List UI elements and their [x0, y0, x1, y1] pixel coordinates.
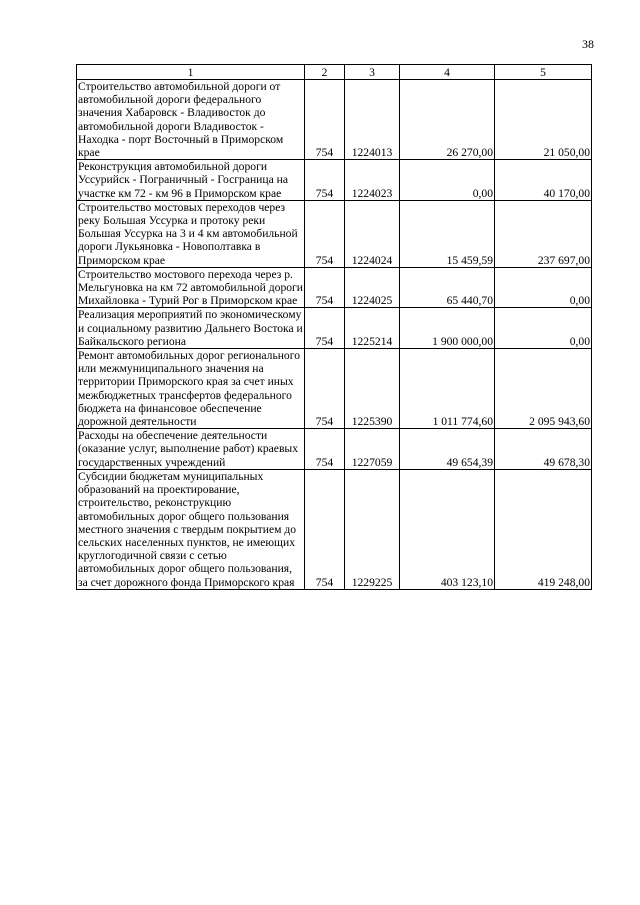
table-row — [77, 160, 592, 201]
row-code: 754 — [305, 160, 345, 201]
row-article: 1225390 — [345, 349, 400, 429]
row-article: 1224023 — [345, 160, 400, 201]
row-code: 754 — [305, 267, 345, 308]
row-amount-1: 1 011 774,60 — [400, 349, 495, 429]
row-amount-2: 40 170,00 — [495, 160, 592, 201]
row-amount-1: 403 123,10 — [400, 469, 495, 589]
header-col-5: 5 — [495, 65, 592, 80]
row-amount-2: 21 050,00 — [495, 80, 592, 160]
row-description: Реализация мероприятий по экономическому и социальному развитию Дальнего Востока и Байкальского региона — [78, 308, 303, 348]
header-col-1: 1 — [77, 65, 305, 80]
row-article: 1224025 — [345, 267, 400, 308]
row-description: Реконструкция автомобильной дороги Уссурийск - Пограничный - Госграница на участке км 72 - км 96 в Приморском крае — [77, 160, 305, 201]
row-description: Субсидии бюджетам муниципальных образований на проектирование, строительство, реконструкцию автомобильных дорог общего пользования местного значения с твердым покрытием до сельских населенных пунктов, не имеющих круглогодичной связи с сетью автомобильных дорог общего пользования, за счет дорожного фонда Приморского края — [77, 469, 305, 589]
row-description: Расходы на обеспечение деятельности (оказание услуг, выполнение работ) краевых государственных учреждений — [77, 429, 305, 470]
row-description: Ремонт автомобильных дорог регионального или межмуниципального значения на территории Приморского края за счет иных межбюджетных трансфертов федерального бюджета на финансовое обеспечение дорожной деятельности — [77, 349, 305, 429]
row-description: Строительство мостовых переходов через реку Большая Уссурка и протоку реки Большая Уссурка на 3 и 4 км автомобильной дороги Лукьяновка - Новополтавка в Приморском крае — [77, 200, 305, 267]
row-description: Строительство мостового перехода через р. Мельгуновка на км 72 автомобильной дороги Михайловка - Турий Рог в Приморском крае — [78, 267, 303, 308]
row-article: 1224024 — [345, 200, 400, 267]
row-amount-1: 26 270,00 — [400, 80, 495, 160]
table-header-row — [77, 65, 592, 80]
row-amount-2: 0,00 — [495, 267, 592, 308]
row-code: 754 — [305, 469, 345, 589]
row-amount-1: 0,00 — [400, 160, 495, 201]
header-col-2: 2 — [305, 65, 345, 80]
row-amount-1: 65 440,70 — [400, 267, 495, 308]
row-amount-2: 49 678,30 — [495, 429, 592, 470]
row-code: 754 — [305, 429, 345, 470]
table-row — [77, 349, 592, 429]
row-code: 754 — [305, 80, 345, 160]
row-amount-1: 49 654,39 — [400, 429, 495, 470]
table-row — [77, 200, 592, 267]
row-code: 754 — [305, 200, 345, 267]
row-code: 754 — [305, 349, 345, 429]
row-amount-1: 1 900 000,00 — [400, 308, 495, 349]
row-amount-2: 2 095 943,60 — [495, 349, 592, 429]
row-amount-2: 0,00 — [495, 308, 592, 349]
budget-table — [76, 64, 592, 590]
row-amount-1: 15 459,59 — [400, 200, 495, 267]
row-description: Строительство автомобильной дороги от автомобильной дороги федерального значения Хабаровск - Владивосток до автомобильной дороги Владивосток - Находка - порт Восточный в Приморском крае — [77, 80, 305, 160]
table-row — [77, 469, 592, 589]
table-row — [77, 429, 592, 470]
table-row — [77, 267, 592, 308]
row-amount-2: 419 248,00 — [495, 469, 592, 589]
row-article: 1227059 — [345, 429, 400, 470]
row-code: 754 — [305, 308, 345, 349]
page-number: 38 — [582, 37, 594, 51]
row-article: 1224013 — [345, 80, 400, 160]
row-article: 1229225 — [345, 469, 400, 589]
header-col-4: 4 — [400, 65, 495, 80]
row-article: 1225214 — [345, 308, 400, 349]
row-amount-2: 237 697,00 — [495, 200, 592, 267]
table-row — [77, 80, 592, 160]
table-row — [77, 308, 592, 349]
header-col-3: 3 — [345, 65, 400, 80]
